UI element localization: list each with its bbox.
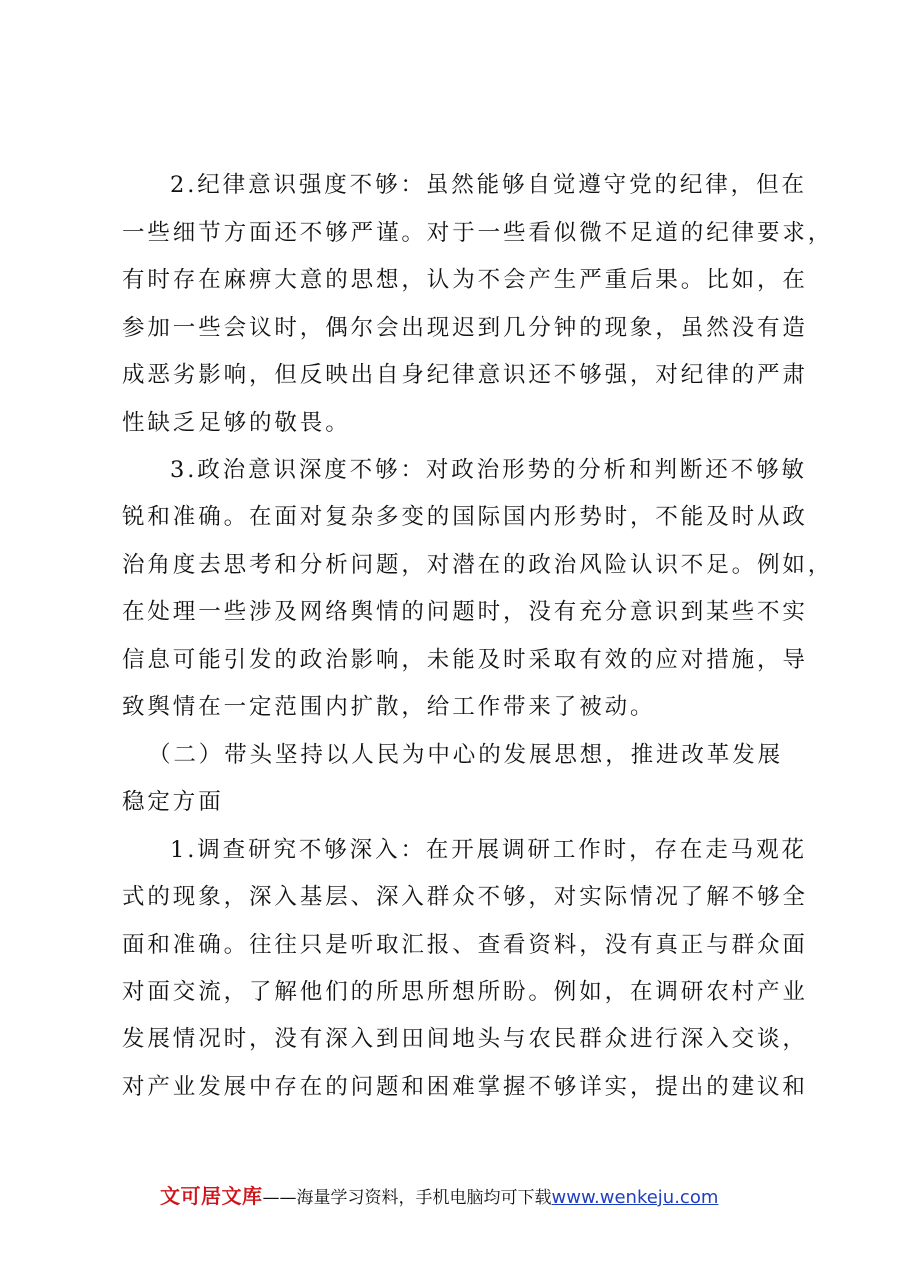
text-line: 有时存在麻痹大意的思想，认为不会产生严重后果。比如，在 — [122, 267, 808, 293]
section-heading: 稳定方面 — [122, 789, 224, 815]
text-line: 治角度去思考和分析问题，对潜在的政治风险认识不足。例如， — [122, 552, 834, 578]
text-line: 2.纪律意识强度不够：虽然能够自觉遵守党的纪律，但在 — [170, 172, 807, 198]
text-line: 一些细节方面还不够严谨。对于一些看似微不足道的纪律要求， — [122, 220, 834, 246]
text-line: 锐和准确。在面对复杂多变的国际国内形势时，不能及时从政 — [122, 504, 808, 530]
text-line: 参加一些会议时，偶尔会出现迟到几分钟的现象，虽然没有造 — [122, 315, 808, 341]
text-line: 在处理一些涉及网络舆情的问题时，没有充分意识到某些不实 — [122, 599, 808, 625]
section-heading: （二）带头坚持以人民为中心的发展思想，推进改革发展 — [148, 742, 784, 768]
text-line: 3.政治意识深度不够：对政治形势的分析和判断还不够敏 — [170, 457, 807, 483]
text-line: 对面交流，了解他们的所思所想所盼。例如，在调研农村产业 — [122, 979, 808, 1005]
text-line: 式的现象，深入基层、深入群众不够，对实际情况了解不够全 — [122, 884, 808, 910]
footer-url-link[interactable]: www.wenkeju.com — [551, 1187, 719, 1208]
text-line: 致舆情在一定范围内扩散，给工作带来了被动。 — [122, 694, 656, 720]
text-line: 对产业发展中存在的问题和困难掌握不够详实，提出的建议和 — [122, 1074, 808, 1100]
text-line: 面和准确。往往只是听取汇报、查看资料，没有真正与群众面 — [122, 932, 808, 958]
text-line: 性缺乏足够的敬畏。 — [122, 410, 351, 436]
footer-banner — [160, 1181, 800, 1211]
text-line: 成恶劣影响，但反映出自身纪律意识还不够强，对纪律的严肃 — [122, 362, 808, 388]
text-line: 1.调查研究不够深入：在开展调研工作时，存在走马观花 — [170, 837, 807, 863]
footer-tagline: ——海量学习资料，手机电脑均可下载 — [262, 1188, 552, 1208]
text-line: 发展情况时，没有深入到田间地头与农民群众进行深入交谈， — [122, 1026, 808, 1052]
footer-brand: 文可居文库 — [160, 1184, 263, 1208]
text-line: 信息可能引发的政治影响，未能及时采取有效的应对措施，导 — [122, 647, 808, 673]
